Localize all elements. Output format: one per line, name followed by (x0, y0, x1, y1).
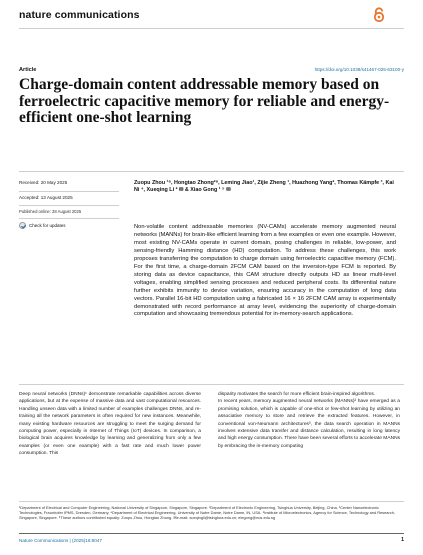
abstract: Non-volatile content addressable memories (NV-CAMs) accelerate memory augmented neural networks (MANNs) for brain-like efficient learning from a few examples or even one example. However, most existing NV-CAMs operate in current domain, posing challenges in reliable, low-power, and sensing-friendly Hamming distance (HD) computation. To address these challenges, this work proposes transferring the computation to charge domain using ferroelectric capacitive memory (FCM). For the first time, a charge-domain 2FCM CAM based on the inversion-type FCM is reported. By storing data as device capacitance, this CAM structure directly outputs HD as linear multi-level voltages, enabling simplified sensing processes and reduced peripheral costs. Its differential nature further exhibits immunity to device variation, ensuring accuracy in the computation of long data vectors. Parallel 16-bit HD computation using a fabricated 16 × 16 2FCM CAM array is experimentally demonstrated with record performance at array level, evidencing the superiority of charge-domain computation and showcasing tremendous potential for in-memory-search applications. (134, 224, 396, 318)
author-list: Zuopu Zhou ¹⁸, Hongtao Zhong²⁸, Leming Jiao¹, Zijie Zheng ¹, Huazhong Yang², Thomas Kämpfe ³, Kai Ni ⁴, Xueqing Li ² ✉ & Xiao Gong ¹ ⁵ ✉ (134, 180, 394, 194)
check-badge-icon (19, 222, 26, 229)
journal-name[interactable]: nature communications (19, 9, 140, 21)
doi-link[interactable]: https://doi.org/10.1038/s41467-025-63100-y (314, 67, 404, 72)
journal-citation[interactable]: Nature Communications | (2025)16:8047 (19, 538, 102, 543)
check-for-updates-label: Check for updates (29, 223, 66, 228)
article-title: Charge-domain content addressable memory based on ferroelectric capacitive memory for reliable and energy-efficient one-shot learning (19, 76, 390, 127)
body-rule (19, 384, 404, 385)
received-date: Received: 20 May 2025 (19, 180, 68, 185)
page-number: 1 (401, 537, 404, 543)
history-rule-1 (19, 191, 119, 192)
footer-rule (19, 533, 404, 534)
header-rule (19, 28, 404, 29)
check-for-updates[interactable] (19, 222, 66, 229)
accepted-date: Accepted: 13 August 2025 (19, 195, 73, 200)
article-type: Article (19, 67, 37, 73)
affiliations: ¹Department of Electrical and Computer Engineering, National University of Singapore, Singapore, Singapore. ²Department of Electronic Engineering, Tsinghua University, Beijing, China. ³Center Nanoelectronic Technologies, Fraunhofer IPMS, Dresden, Germany. ⁴Department of Electrical Engineering, University of Notre Dame, Notre Dame, IN, USA. ⁵Institute of Microelectronics, Agency for Science, Technology and Research, Singapore, Singapore. ⁸These authors contributed equally: Zuopu Zhou, Hongtao Zhong. ✉e-mail: xueqingli@tsinghua.edu.cn; elegong@nus.edu.sg (19, 505, 395, 521)
body-column-1: Deep neural networks (DNNs)¹ demonstrate remarkable capabilities across diverse applications, but at the expense of massive data and vast computational resources. Handling unseen data with a limited number of examples challenges DNNs, and re-training all the network parameters is often required for new instances. Meanwhile, many existing hardware resources are struggling to meet the surging demand for computing power, especially in Internet of Things (IoT) devices. In comparison, a biological brain acquires knowledge by learning and generalizing from only a few examples (or even one example) with a fast rate and much lower power consumption. This (19, 392, 201, 457)
body-column-2: disparity motivates the search for more efficient brain-inspired algorithms. In recent years, memory augmented neural networks (MANNs)² have emerged as a promising solution, which is capable of one-shot or few-shot learning by utilizing an associative memory to store and retrieve the extracted features. However, in conventional von-Neumann architectures³, the data search operation in MANNs involves extensive data transfer and distance calculation, resulting in long latency and high energy consumption. There have been several efforts to accelerate MANNs by embracing the in-memory computing (218, 392, 400, 449)
affiliation-rule (19, 501, 404, 502)
history-rule-2 (19, 205, 119, 206)
title-rule (19, 171, 404, 172)
history-rule-3 (19, 218, 119, 219)
open-access-icon[interactable] (372, 7, 386, 23)
published-date: Published online: 28 August 2025 (19, 209, 82, 214)
